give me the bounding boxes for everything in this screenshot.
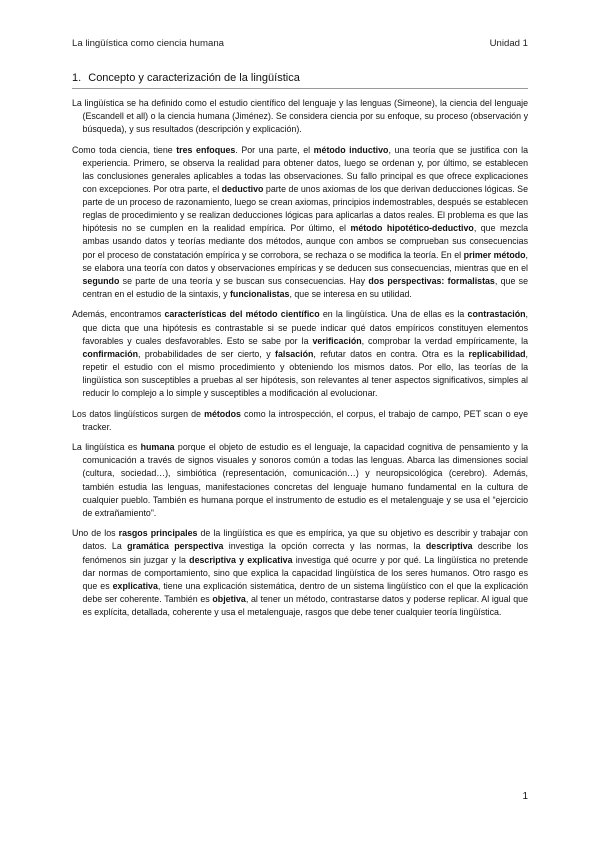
bold-term: tres enfoques <box>176 144 236 155</box>
bold-term: funcionalistas <box>229 288 290 299</box>
text-run: , comprobar la verdad empíricamente, la <box>361 335 528 346</box>
section-number: 1. <box>72 72 82 84</box>
bold-term: descriptiva y explicativa <box>189 554 293 565</box>
text-run: , una teoría que se justifica con la experiencia. Primero, se observa la realidad para obtener datos, luego se ordenan y, por último, se establecen las conclusiones generales aplicables a todas las observaciones. Su fallo principal es que ofrece explicaciones con excepciones. Por otra parte, el <box>82 144 528 195</box>
bold-term: características del método científico <box>164 309 320 320</box>
text-run: se parte de una teoría y se buscan sus consecuencias. Hay <box>119 275 369 286</box>
bold-term: deductivo <box>221 184 264 195</box>
bold-term: replicabilidad <box>468 348 526 359</box>
text-run: de la lingüística es que es empírica, ya que su objetivo es describir y trabajar con datos. La <box>82 528 528 552</box>
text-run: , al tener un método, contrastarse datos y poderse replicar. Al igual que es explícita, detallada, coherente y usa el metalenguaje, rasgos que debe tener cualquier teoría lingüística. <box>82 593 529 617</box>
page-number: 1 <box>522 791 528 802</box>
section-title: Concepto y caracterización de la lingüística <box>88 72 300 84</box>
bold-term: gramática perspectiva <box>127 541 224 552</box>
text-run: Como toda ciencia, tiene <box>72 144 177 155</box>
text-run: , que se centran en el estudio de la sintaxis, y <box>82 275 529 299</box>
text-run: . Por una parte, el <box>235 144 314 155</box>
paragraph <box>72 441 528 520</box>
document-body <box>72 97 528 626</box>
bold-term: contrastación <box>467 309 526 320</box>
bold-term: dos perspectivas: formalistas <box>368 275 495 286</box>
text-run: porque el objeto de estudio es el lenguaje, la capacidad cognitiva de pensamiento y la comunicación a través de signos visuales y sonoros común a todas las lenguas. Abarca las dimensiones social (cultura, sociedad…), simbiótica (representación, comunicación…) y neuropsicológica (cerebro). Además, también estudia las lenguas, manifestaciones concretas del lenguaje humano fundamental en la cultura de cualquier pueblo. También es humana porque el instrumento de estudio es el metalenguaje y se usa el “ejercicio de extrañamiento”. <box>82 442 528 518</box>
bold-term: método inductivo <box>313 144 389 155</box>
bold-term: confirmación <box>82 348 139 359</box>
text-run: en la lingüística. Una de ellas es la <box>319 309 468 320</box>
bold-term: objetiva <box>212 593 246 604</box>
text-run: , que se interesa en su utilidad. <box>289 288 412 299</box>
paragraph <box>72 144 528 301</box>
text-run: , que mezcla ambas usando datos y teorías mediante dos métodos, aunque con ambos se comprueban sus consecuencias por el proceso de constatación empírica y se corrobora, se rechaza o se modifica la teoría. En el <box>82 223 528 260</box>
text-run: describe los fenómenos sin juzgar y la <box>82 541 528 565</box>
text-run: La lingüística se ha definido como el estudio científico del lenguaje y las lenguas (Simeone), la ciencia del lenguaje (Escandell et all) o la ciencia humana (Jiménez). Se considera ciencia por su enfoque, su proceso (observación y búsqueda), y sus resultados (descripción y explicación). <box>72 98 528 135</box>
bold-term: rasgos principales <box>118 528 198 539</box>
text-run: parte de unos axiomas de los que derivan deducciones lógicas. Se parte de un proceso de razonamiento, luego se crean axiomas, principios indemostrables, después se establecen reglas de procedimiento y se realizan deducciones lógicas para aplicarlas a datos reales. El problema es que las hipótesis no se cumplen en la realidad empírica. Por último, el <box>82 184 528 234</box>
text-run: , refutar datos en contra. Otra es la <box>313 348 469 359</box>
page-header <box>72 38 528 52</box>
text-run: Además, encontramos <box>72 309 165 320</box>
header-title: La lingüística como ciencia humana <box>72 38 224 49</box>
text-run: La lingüística es <box>72 442 141 453</box>
section-heading <box>72 72 528 89</box>
text-run: , se elabora una teoría con datos y observaciones empíricas y se deducen sus consecuencias, mientras que en el <box>82 249 528 273</box>
bold-term: descriptiva <box>425 541 473 552</box>
bold-term: método hipotético-deductivo <box>350 223 474 234</box>
text-run: , tiene una explicación sistemática, dentro de un sistema lingüístico con el que la explicación debe ser coherente. También es <box>82 580 529 604</box>
bold-term: primer método <box>463 249 526 260</box>
bold-term: humana <box>140 442 175 453</box>
paragraph <box>72 527 528 619</box>
text-run: como la introspección, el corpus, el trabajo de campo, PET scan o eye tracker. <box>82 408 528 432</box>
text-run: , repetir el estudio con el mismo procedimiento y obteniendo los mismos datos. Por ello, las teorías de la lingüística son susceptibles a pruebas al ser hipótesis, son relevantes al tener aspectos significativos, simples al reducir lo complejo a lo simple y susceptibles a modificación al evolucionar. <box>82 348 528 398</box>
text-run: Uno de los <box>72 528 119 539</box>
bold-term: verificación <box>312 335 362 346</box>
paragraph <box>72 408 528 434</box>
text-run: Los datos lingüísticos surgen de <box>72 408 205 419</box>
text-run: investiga la opción correcta y las normas, la <box>223 541 426 552</box>
header-unit: Unidad 1 <box>489 38 528 49</box>
paragraph <box>72 97 528 136</box>
text-run: , que dicta que una hipótesis es contrastable si se puede indicar qué datos empíricos constituyen elementos favorables y cuales desfavorables. Esto se sabe por la <box>82 309 528 346</box>
bold-term: métodos <box>204 408 241 419</box>
text-run: , probabilidades de ser cierto, y <box>138 348 276 359</box>
paragraph <box>72 308 528 400</box>
bold-term: segundo <box>82 275 120 286</box>
bold-term: explicativa <box>112 580 158 591</box>
text-run: investiga qué ocurre y por qué. La lingüística no pretende dar normas de comportamiento, sino que explica la capacidad lingüística de los seres humanos. Otro rasgo es que es <box>82 554 528 591</box>
bold-term: falsación <box>275 348 314 359</box>
